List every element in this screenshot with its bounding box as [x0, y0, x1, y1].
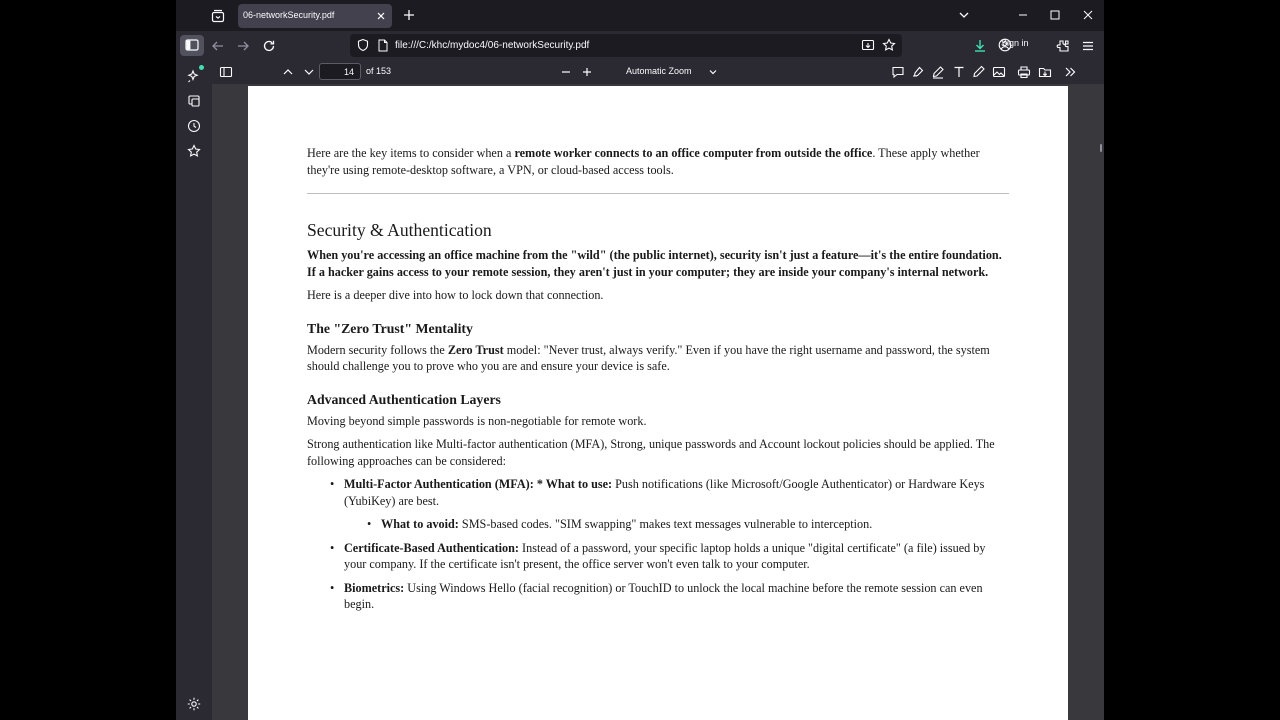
chevron-down-icon [708, 67, 718, 77]
plus-icon[interactable] [402, 8, 416, 22]
extensions-icon[interactable] [1055, 38, 1071, 54]
page-icon [377, 39, 389, 52]
reader-view-icon[interactable] [861, 38, 875, 52]
close-icon[interactable] [1081, 8, 1095, 22]
pdf-toolbar [212, 60, 1104, 84]
page-content [307, 145, 1009, 620]
list-item-avoid: • What to avoid: SMS-based codes. "SIM swapping" makes text messages vulnerable to interception. [367, 517, 873, 531]
browser-sidebar [176, 60, 212, 720]
notification-dot [199, 65, 204, 70]
comment-icon[interactable] [890, 64, 906, 80]
heading-zero-trust: The "Zero Trust" Mentality [307, 320, 473, 336]
scrollbar-thumb[interactable] [1100, 144, 1102, 152]
list-item-certificate: • Certificate-Based Authentication: Instead of a password, your specific laptop holds a unique "digital certificate" (a file) issued by your company. If the certificate isn't present, the office server won't even talk to your computer. [330, 540, 986, 571]
image-icon[interactable] [991, 64, 1007, 80]
list-item-biometrics: • Biometrics: Using Windows Hello (facial recognition) or TouchID to unlock the local machine before the remote session can even begin. [330, 580, 983, 611]
menu-icon[interactable] [1080, 38, 1096, 54]
address-bar[interactable] [350, 34, 902, 57]
double-chevron-icon[interactable] [1062, 64, 1078, 80]
reload-icon[interactable] [261, 38, 277, 54]
chevron-down-icon[interactable] [301, 64, 317, 80]
signature-icon[interactable] [971, 64, 987, 80]
maximize-icon[interactable] [1048, 8, 1062, 22]
chevron-up-icon[interactable] [280, 64, 296, 80]
sync-icon[interactable] [186, 93, 202, 109]
tab-list-icon[interactable] [210, 8, 226, 24]
minimize-icon[interactable] [1016, 8, 1030, 22]
sidebar-icon[interactable] [180, 35, 204, 56]
star-icon[interactable] [882, 38, 896, 52]
auth-list [330, 476, 1009, 613]
lead-paragraph: When you're accessing an office machine from the "wild" (the public internet), security isn't just a feature—it's the entire foundation. If a hacker gains access to your remote session, they aren't just in your computer; they are inside your company's internal network. [307, 248, 1002, 279]
chevron-down-icon[interactable] [957, 8, 971, 22]
heading-advanced-auth: Advanced Authentication Layers [307, 391, 501, 407]
shield-icon[interactable] [356, 38, 370, 52]
strong-auth-paragraph: Strong authentication like Multi-factor authentication (MFA), Strong, unique passwords and Account lockout policies should be applied. The following approaches can be considered: [307, 437, 995, 468]
intro-paragraph: Here are the key items to consider when a remote worker connects to an office computer from outside the office. These apply whether they're using remote-desktop software, a VPN, or cloud-based access tools. [307, 146, 980, 177]
mfa-sublist [367, 516, 1009, 533]
ai-sparkle-icon[interactable] [186, 68, 202, 84]
tab-active[interactable] [238, 4, 392, 28]
minus-icon[interactable] [558, 64, 574, 80]
plus-icon[interactable] [579, 64, 595, 80]
browser-window [176, 0, 1104, 720]
zoom-select[interactable] [622, 63, 722, 80]
divider [307, 193, 1009, 194]
close-icon[interactable] [375, 10, 387, 22]
zero-trust-paragraph: Modern security follows the Zero Trust model: "Never trust, always verify." Even if you have the right username and password, the system should challenge you to prove who you are and ensure your device is safe. [307, 342, 990, 373]
save-icon[interactable] [1037, 64, 1053, 80]
sign-in-button[interactable]: Sign in [1001, 38, 1029, 48]
nav-bar [176, 31, 1104, 60]
history-icon[interactable] [186, 118, 202, 134]
zoom-label: Automatic Zoom [626, 66, 692, 76]
pdf-viewer[interactable] [212, 84, 1104, 720]
forward-icon[interactable] [235, 38, 251, 54]
bookmarks-icon[interactable] [186, 143, 202, 159]
tab-bar [176, 0, 1104, 31]
pdf-page [248, 86, 1068, 720]
heading-security-authentication: Security & Authentication [307, 220, 492, 240]
download-icon[interactable] [972, 38, 988, 54]
page-count-label: of 153 [366, 66, 392, 76]
gear-icon[interactable] [186, 696, 202, 712]
moving-beyond-paragraph: Moving beyond simple passwords is non-negotiable for remote work. [307, 413, 647, 428]
tab-title: 06-networkSecurity.pdf [243, 10, 335, 20]
print-icon[interactable] [1016, 64, 1032, 80]
deeper-dive-paragraph: Here is a deeper dive into how to lock down that connection. [307, 288, 604, 302]
list-item-mfa: • Multi-Factor Authentication (MFA): * What to use: Push notifications (like Microsoft/Google Authenticator) or Hardware Keys (YubiKey) are best. • What to avoid: SMS-based codes. "SIM swapping" makes text messages vulnerable to interception. [344, 476, 1009, 533]
back-icon[interactable] [210, 38, 226, 54]
highlight-icon[interactable] [910, 64, 926, 80]
page-number-input[interactable]: 14 [319, 63, 361, 80]
url-text: file:///C:/khc/mydoc4/06-networkSecurity.pdf [395, 40, 590, 51]
sidebar-icon[interactable] [218, 64, 234, 80]
draw-icon[interactable] [930, 64, 946, 80]
text-icon[interactable] [951, 64, 967, 80]
